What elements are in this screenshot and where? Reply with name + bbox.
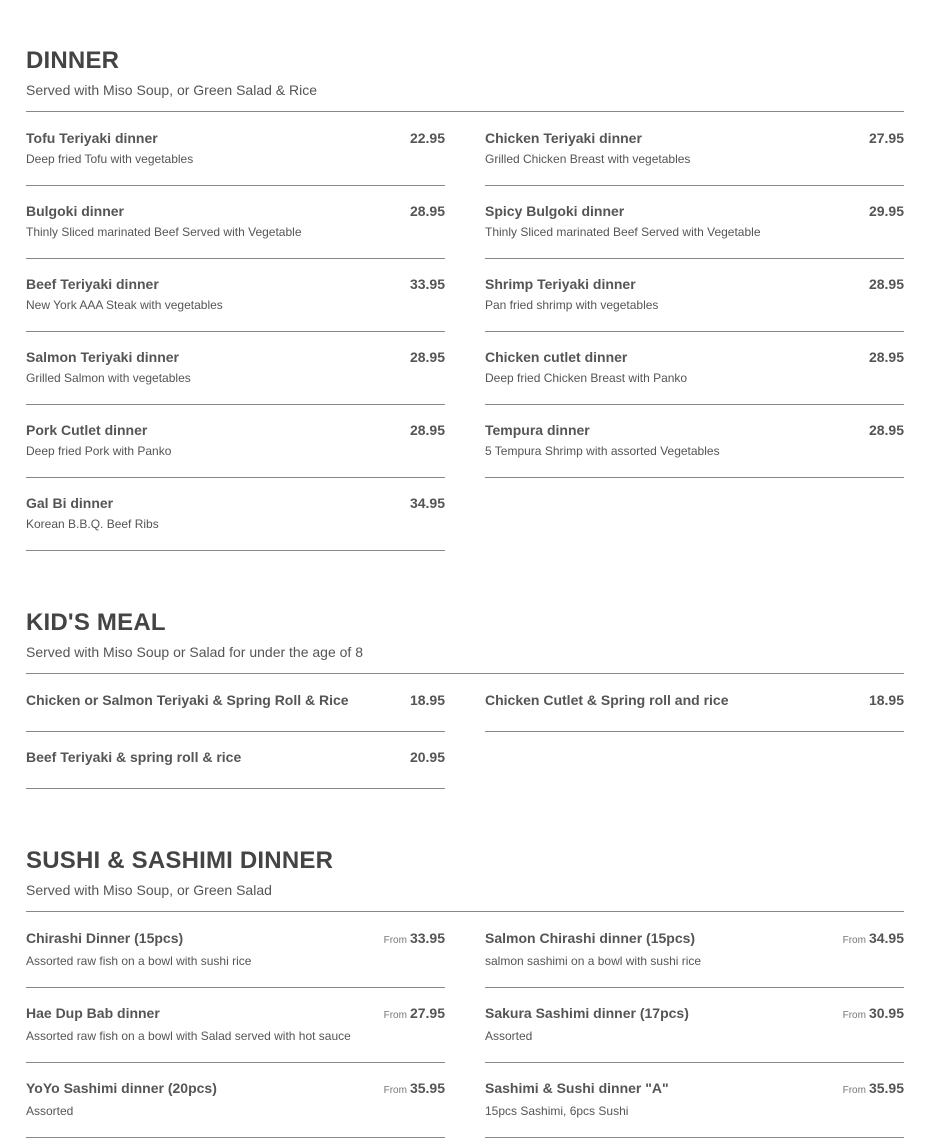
item-price: 28.95 <box>868 422 904 438</box>
menu-item[interactable] <box>485 692 904 732</box>
item-price: 33.95 <box>409 276 445 292</box>
menu-item[interactable] <box>485 130 904 186</box>
item-description: Assorted raw fish on a bowl with Salad served with hot sauce <box>26 1029 351 1043</box>
price-value: 27.95 <box>409 1005 445 1021</box>
item-name: Chicken Teriyaki dinner <box>485 130 642 146</box>
item-name: Chicken or Salmon Teriyaki & Spring Roll & Rice <box>26 692 349 708</box>
item-name: Sakura Sashimi dinner (17pcs) <box>485 1005 689 1021</box>
item-description: New York AAA Steak with vegetables <box>26 298 223 312</box>
item-name: Spicy Bulgoki dinner <box>485 203 625 219</box>
item-description: Assorted <box>485 1029 533 1043</box>
section-subtitle: Served with Miso Soup, or Green Salad <box>26 882 272 898</box>
item-description: Grilled Chicken Breast with vegetables <box>485 152 691 166</box>
section-divider <box>26 111 904 112</box>
item-price: 34.95 <box>409 495 445 511</box>
menu-item[interactable] <box>485 203 904 259</box>
item-name: Chirashi Dinner (15pcs) <box>26 930 184 946</box>
item-name: YoYo Sashimi dinner (20pcs) <box>26 1080 217 1096</box>
price-from-label: From <box>842 935 866 946</box>
item-description: Korean B.B.Q. Beef Ribs <box>26 517 159 531</box>
price-from-label: From <box>842 1010 866 1021</box>
item-price: 20.95 <box>409 749 445 765</box>
item-name: Beef Teriyaki & spring roll & rice <box>26 749 242 765</box>
price-value: 35.95 <box>409 1080 445 1096</box>
item-description: Assorted <box>26 1104 74 1118</box>
item-price <box>843 1005 904 1021</box>
item-price: 29.95 <box>868 203 904 219</box>
item-price: 28.95 <box>868 349 904 365</box>
item-description: Assorted raw fish on a bowl with sushi rice <box>26 954 252 968</box>
menu-item[interactable] <box>485 422 904 478</box>
item-name: Beef Teriyaki dinner <box>26 276 159 292</box>
menu-item[interactable] <box>26 1080 445 1138</box>
item-description: Grilled Salmon with vegetables <box>26 371 191 385</box>
item-price: 28.95 <box>409 349 445 365</box>
menu-item[interactable] <box>26 749 445 789</box>
section-title: KID'S MEAL <box>26 609 166 636</box>
item-price <box>384 1005 445 1021</box>
item-name: Gal Bi dinner <box>26 495 114 511</box>
price-from-label: From <box>383 935 407 946</box>
price-value: 30.95 <box>868 1005 904 1021</box>
menu-item[interactable] <box>26 1005 445 1063</box>
section-subtitle: Served with Miso Soup or Salad for under the age of 8 <box>26 644 363 660</box>
sushi-sashimi-section <box>26 847 904 1118</box>
item-description: 5 Tempura Shrimp with assorted Vegetables <box>485 444 720 458</box>
section-title: DINNER <box>26 47 120 74</box>
item-price: 28.95 <box>868 276 904 292</box>
menu-item[interactable] <box>26 422 445 478</box>
item-name: Shrimp Teriyaki dinner <box>485 276 636 292</box>
item-price <box>384 1080 445 1096</box>
menu-item[interactable] <box>26 349 445 405</box>
price-value: 33.95 <box>409 930 445 946</box>
section-subtitle: Served with Miso Soup, or Green Salad & Rice <box>26 82 318 98</box>
section-title: SUSHI & SASHIMI DINNER <box>26 847 334 874</box>
item-price: 18.95 <box>868 692 904 708</box>
kids-meal-section <box>26 609 904 765</box>
item-price: 28.95 <box>409 422 445 438</box>
item-name: Tempura dinner <box>485 422 590 438</box>
item-name: Bulgoki dinner <box>26 203 124 219</box>
menu-item[interactable] <box>26 203 445 259</box>
menu-item[interactable] <box>485 1080 904 1138</box>
menu-item[interactable] <box>26 130 445 186</box>
item-name: Pork Cutlet dinner <box>26 422 148 438</box>
item-price: 28.95 <box>409 203 445 219</box>
section-divider <box>26 673 904 674</box>
price-from-label: From <box>383 1085 407 1096</box>
item-name: Sashimi & Sushi dinner "A" <box>485 1080 669 1096</box>
price-from-label: From <box>383 1010 407 1021</box>
dinner-section <box>26 47 904 531</box>
item-name: Salmon Chirashi dinner (15pcs) <box>485 930 696 946</box>
price-from-label: From <box>842 1085 866 1096</box>
item-price: 27.95 <box>868 130 904 146</box>
item-name: Hae Dup Bab dinner <box>26 1005 160 1021</box>
item-description: Deep fried Tofu with vegetables <box>26 152 194 166</box>
menu-item[interactable] <box>485 349 904 405</box>
price-value: 35.95 <box>868 1080 904 1096</box>
item-name: Chicken Cutlet & Spring roll and rice <box>485 692 729 708</box>
menu-item[interactable] <box>26 930 445 988</box>
menu-item[interactable] <box>485 930 904 988</box>
item-price <box>843 1080 904 1096</box>
item-name: Salmon Teriyaki dinner <box>26 349 180 365</box>
item-name: Tofu Teriyaki dinner <box>26 130 158 146</box>
price-value: 34.95 <box>868 930 904 946</box>
item-description: 15pcs Sashimi, 6pcs Sushi <box>485 1104 629 1118</box>
item-price <box>384 930 445 946</box>
menu-item[interactable] <box>26 276 445 332</box>
item-price <box>843 930 904 946</box>
item-description: Thinly Sliced marinated Beef Served with Vegetable <box>485 225 761 239</box>
item-name: Chicken cutlet dinner <box>485 349 628 365</box>
menu-item[interactable] <box>485 276 904 332</box>
item-price: 18.95 <box>409 692 445 708</box>
menu-item[interactable] <box>485 1005 904 1063</box>
item-description: Pan fried shrimp with vegetables <box>485 298 659 312</box>
item-description: Deep fried Pork with Panko <box>26 444 172 458</box>
item-description: Thinly Sliced marinated Beef Served with Vegetable <box>26 225 302 239</box>
menu-item[interactable] <box>26 692 445 732</box>
item-price: 22.95 <box>409 130 445 146</box>
menu-item[interactable] <box>26 495 445 551</box>
section-divider <box>26 911 904 912</box>
item-description: Deep fried Chicken Breast with Panko <box>485 371 688 385</box>
item-description: salmon sashimi on a bowl with sushi rice <box>485 954 702 968</box>
